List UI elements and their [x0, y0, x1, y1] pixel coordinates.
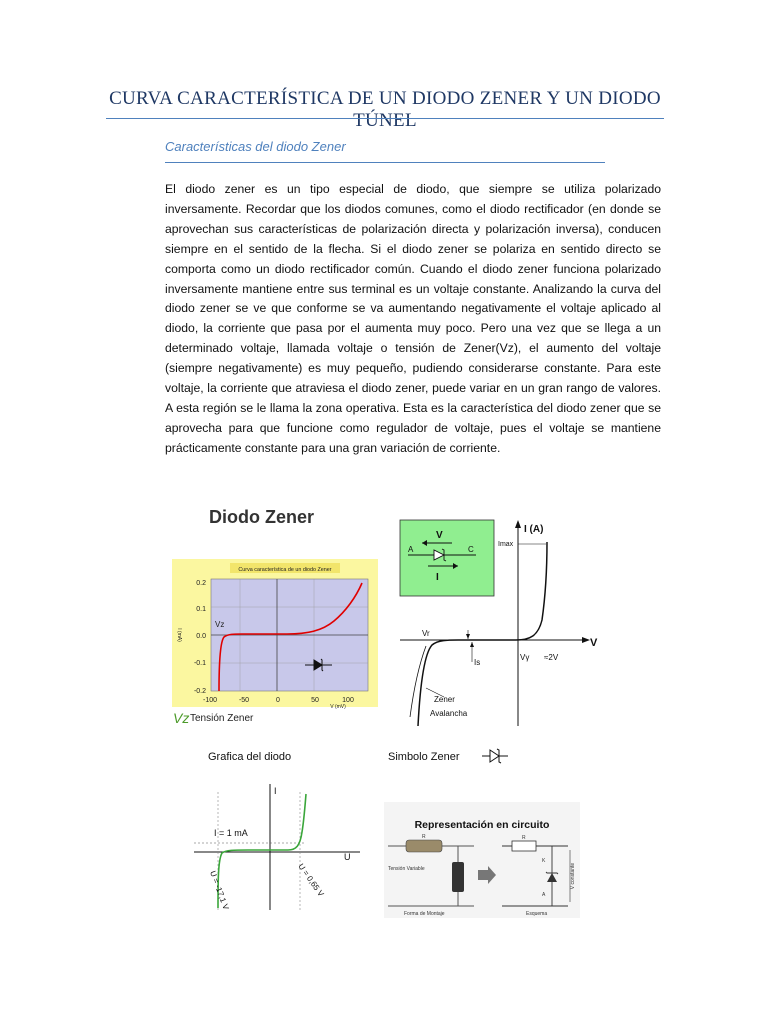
figure-zener-curve — [172, 497, 378, 729]
zener-symbol-icon — [482, 749, 508, 763]
figure-zener-iv-schematic — [398, 512, 610, 726]
fig2-approx-label: ≈2V — [544, 653, 559, 662]
fig1-x-unit: V (mV) — [330, 704, 346, 710]
fig4-symbol-label: Simbolo Zener — [388, 751, 460, 763]
fig1-y-tick: 0.1 — [196, 606, 206, 613]
fig2-zener-label: Zener — [434, 695, 455, 704]
fig2-vr-label: Vr — [422, 629, 430, 638]
inset-i-label: I — [436, 572, 439, 583]
figure-diode-graph — [188, 742, 366, 912]
fig2-vy-label: Vγ — [520, 653, 530, 662]
inset-v-label: V — [436, 530, 443, 541]
fig4-montage-label: Forma de Montaje — [404, 911, 445, 917]
fig1-x-tick: -50 — [238, 697, 250, 704]
section-divider — [165, 162, 605, 163]
fig3-iv-curve — [218, 794, 306, 908]
fig4-vconst-label: V constante — [570, 862, 576, 890]
inset-box — [400, 520, 494, 596]
fig1-x-tick: -100 — [202, 697, 218, 704]
fig1-caption-symbol: Vz — [173, 710, 190, 726]
fig1-x-tick: 50 — [311, 697, 319, 704]
fig3-reverse-label: U = -17,1 V — [208, 869, 231, 911]
inset-a-label: A — [408, 545, 414, 554]
section-heading: Características del diodo Zener — [165, 139, 346, 154]
fig1-y-tick: 0.0 — [196, 633, 206, 640]
figure-zener-circuit — [384, 742, 580, 918]
fig2-avalanche-label: Avalancha — [430, 709, 468, 718]
fig3-x-axis-label: U — [344, 852, 351, 862]
svg-text:K: K — [542, 858, 546, 864]
fig1-y-tick: -0.2 — [193, 688, 206, 695]
document-title: CURVA CARACTERÍSTICA DE UN DIODO ZENER Y UN DIODO TÚNEL — [109, 88, 661, 131]
body-paragraph: El diodo zener es un tipo especial de diodo, que siempre se utiliza polarizado inversamente. Recordar que los diodos comunes, como el diodo rectificador (en donde se aprovechan sus características de polarización directa y polarización inversa), conducen siempre en el sentido de la flecha. Si el diodo zener se polariza en sentido directo se comporta como un diodo rectificador común. Cuando el diodo zener funciona polarizado inversamente mantiene entre sus terminal es un voltaje constante. Analizando la curva del diodo zener se ve que conforme se va aumentando negativamente el voltaje aplicado al diodo, la corriente que pasa por el aumenta muy poco. Pero una vez que se llega a un determinado voltaje, llamada voltaje o tensión de Zener(Vz), el aumento del voltaje (siempre negativamente) es muy pequeño, pudiendo considerarse constante. Para este voltaje, la corriente que atraviesa el diodo zener, puede variar en un gran rango de valores. A esta región se le llama la zona operativa. Esta es la característica del diodo zener que se aprovecha para que funcione como regulador de voltaje, pues el voltaje se mantiene prácticamente constante para una gran variación de corriente. — [165, 182, 661, 455]
inset-c-label: C — [468, 545, 474, 554]
title-divider — [106, 118, 664, 119]
fig3-forward-label: U = 0,65 V — [296, 861, 326, 899]
fig1-inner-title: Curva característica de un diodo Zener — [238, 567, 332, 573]
fig1-y-tick: 0.2 — [196, 580, 206, 587]
fig1-x-tick: 100 — [342, 697, 354, 704]
resistor-icon — [406, 840, 442, 852]
fig3-heading: Grafica del diodo — [208, 751, 292, 763]
fig2-iz-label: Is — [474, 658, 481, 667]
fig1-heading: Diodo Zener — [209, 507, 315, 527]
fig4-circuit-title: Representación en circuito — [414, 819, 550, 831]
fig1-caption-text: Tensión Zener — [190, 713, 254, 724]
svg-text:A: A — [542, 892, 546, 898]
fig3-current-label: I = 1 mA — [214, 828, 248, 838]
fig1-vz-label: Vz — [215, 620, 225, 629]
schematic-resistor-icon — [512, 841, 536, 851]
fig2-x-axis-label: V — [590, 637, 598, 649]
svg-text:R: R — [422, 834, 426, 840]
fig1-y-tick: -0.1 — [193, 660, 206, 667]
fig1-y-unit: I (mA) — [176, 628, 182, 642]
fig4-tension-variable: Tensión Variable — [388, 866, 425, 872]
fig1-x-tick: 0 — [276, 697, 280, 704]
fig3-y-axis-label: I — [274, 786, 277, 796]
fig2-y-axis-label: I (A) — [524, 524, 544, 535]
fig4-scheme-label: Esquema — [526, 911, 548, 917]
svg-text:R: R — [522, 835, 526, 841]
zener-component-icon — [452, 862, 464, 892]
fig2-imax-label: Imax — [498, 541, 514, 548]
